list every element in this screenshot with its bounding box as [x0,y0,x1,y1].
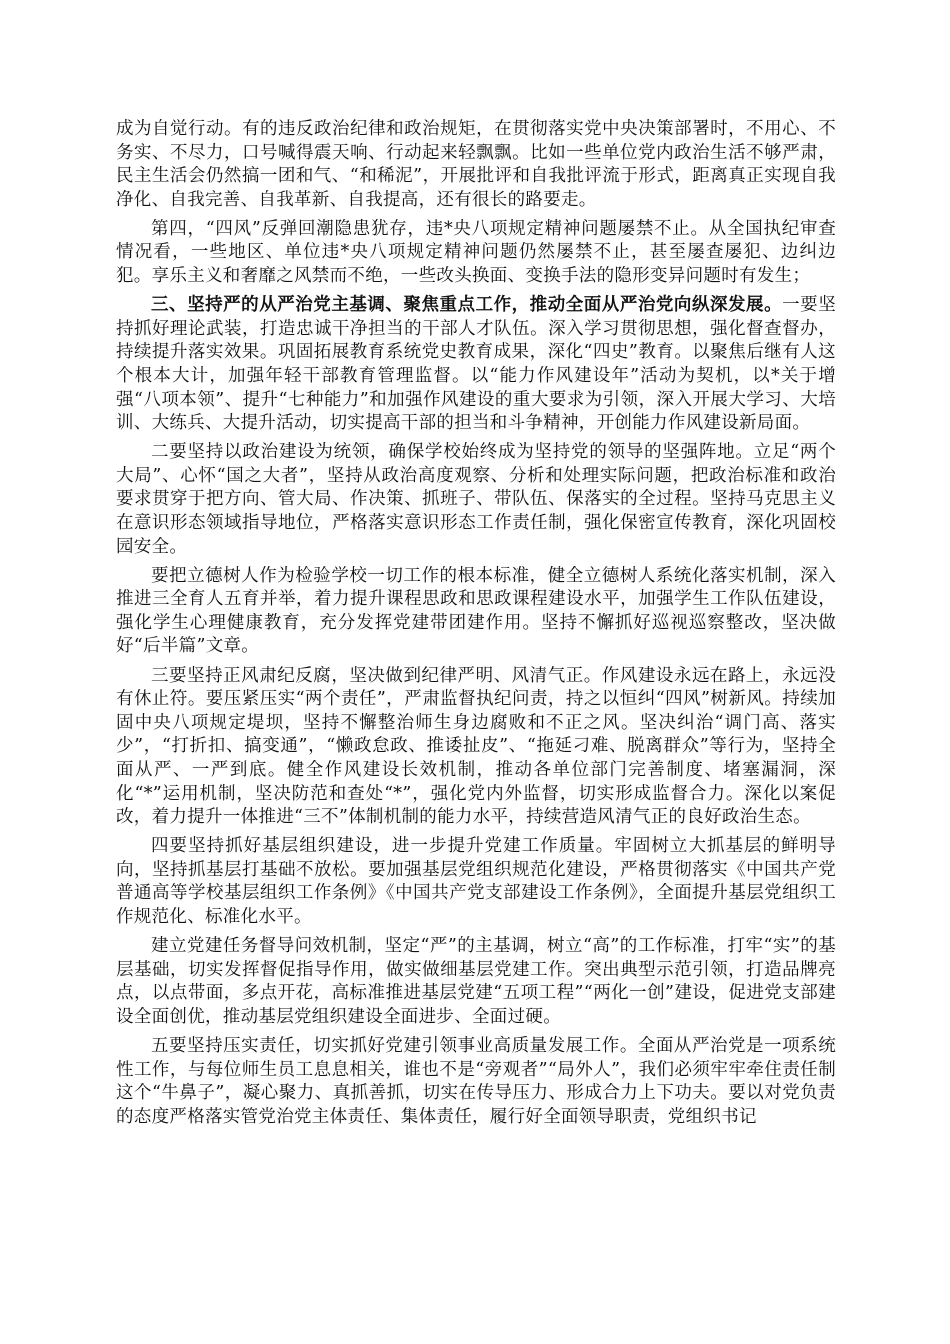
paragraph-political-construction [116,441,836,559]
paragraph-grassroots [116,835,836,929]
section-heading: 三、坚持严的从严治党主基调、聚焦重点工作，推动全面从严治党向纵深发展。 [151,295,783,316]
paragraph-text: 三要坚持正风肃纪反腐，坚决做到纪律严明、风清气正。作风建设永远在路上，永远没有休止符。要压紧压实“两个责任”，严肃监督执纪问责，持之以恒纠“四风”树新风。持续加固中央八项规定堤坝，坚持不懈整治师生身边腐败和不正之风。坚决纠治“调门高、落实少”，“打折扣、搞变通”，“懒政怠政、推诿扯皮”、“拖延刁难、脱离群众”等行为，坚持全面从严、一严到底。健全作风建设长效机制，推动各单位部门完善制度、堵塞漏洞，深化“*”运用机制，坚决防范和查处“*”，强化党内外监督，切实形成监督合力。深化以案促改，着力提升一体推进“三不”体制机制的能力水平，持续营造风清气正的良好政治生态。 [116,665,836,828]
paragraph-text: 成为自觉行动。有的违反政治纪律和政治规矩，在贯彻落实党中央决策部署时，不用心、不务实、不尽力，口号喊得震天响、行动起来轻飘飘。比如一些单位党内政治生活不够严肃，民主生活会仍然搞一团和气、“和稀泥”，开展批评和自我批评流于形式，距离真正实现自我净化、自我完善、自我革新、自我提高，还有很长的路要走。 [116,119,836,210]
paragraph-section-three [116,294,836,436]
paragraph-text: 一要坚持抓好理论武装，打造忠诚干净担当的干部人才队伍。深入学习贯彻思想，强化督查督办，持续提升落实效果。巩固拓展教育系统党史教育成果，深化“四史”教育。以聚焦后继有人这个根本大计，加强年轻干部教育管理监督。以“能力作风建设年”活动为契机，以*关于增强“八项本领”、提升“七种能力”和加强作风建设的重大要求为引领，深入开展大学习、大培训、大练兵、大提升活动，切实提高干部的担当和斗争精神，开创能力作风建设新局面。 [116,295,837,434]
paragraph-text: 四要坚持抓好基层组织建设，进一步提升党建工作质量。牢固树立大抓基层的鲜明导向，坚持抓基层打基础不放松。要加强基层党组织规范化建设，严格贯彻落实《中国共产党普通高等学校基层组织工作条例》《中国共产党支部建设工作条例》，全面提升基层党组织工作规范化、标准化水平。 [116,836,836,927]
paragraph-fourth-point [116,218,836,289]
paragraph-text: 建立党建任务督导问效机制，坚定“严”的主基调，树立“高”的工作标准，打牢“实”的基层基础，切实发挥督促指导作用，做实做细基层党建工作。突出典型示范引领，打造品牌亮点，以点带面，多点开花，高标准推进基层党建“五项工程”“两化一创”建设，促进党支部建设全面创优，推动基层党组织建设全面进步、全面过硬。 [116,936,836,1027]
paragraph-text: 第四，“四风”反弹回潮隐患犹存，违*央八项规定精神问题屡禁不止。从全国执纪审查情况看，一些地区、单位违*央八项规定精神问题仍然屡禁不止，甚至屡查屡犯、边纠边犯。享乐主义和奢靡之风禁而不绝，一些改头换面、变换手法的隐形变异问题时有发生； [116,218,836,287]
paragraph-text: 五要坚持压实责任，切实抓好党建引领事业高质量发展工作。全面从严治党是一项系统性工作，与每位师生员工息息相关，谁也不是“旁观者”“局外人”，我们必须牢牢牵住责任制这个“牛鼻子”，凝心聚力、真抓善抓，切实在传导压力、形成合力上下功夫。要以对党负责的态度严格落实管党治党主体责任、集体责任，履行好全面领导职责，党组织书记 [116,1035,836,1127]
paragraph-discipline [116,665,836,830]
paragraph-moral-education [116,565,836,659]
paragraph-text: 要把立德树人作为检验学校一切工作的根本标准，健全立德树人系统化落实机制，深入推进三全育人五育并举，着力提升课程思政和思政课程建设水平，加强学生工作队伍建设，强化学生心理健康教育，充分发挥党建带团建作用。坚持不懈抓好巡视巡察整改，坚决做好“后半篇”文章。 [116,565,836,657]
paragraph-supervision [116,935,836,1029]
paragraph-text: 二要坚持以政治建设为统领，确保学校始终成为坚持党的领导的坚强阵地。立足“两个大局”、心怀“国之大者”，坚持从政治高度观察、分析和处理实际问题，把政治标准和政治要求贯穿于把方向、管大局、作决策、抓班子、带队伍、保落实的全过程。坚持马克思主义在意识形态领域指导地位，严格落实意识形态工作责任制，强化保密宣传教育，深化巩固校园安全。 [116,442,836,557]
document-page [116,118,836,1135]
paragraph-continued [116,118,836,212]
paragraph-responsibility [116,1035,836,1129]
